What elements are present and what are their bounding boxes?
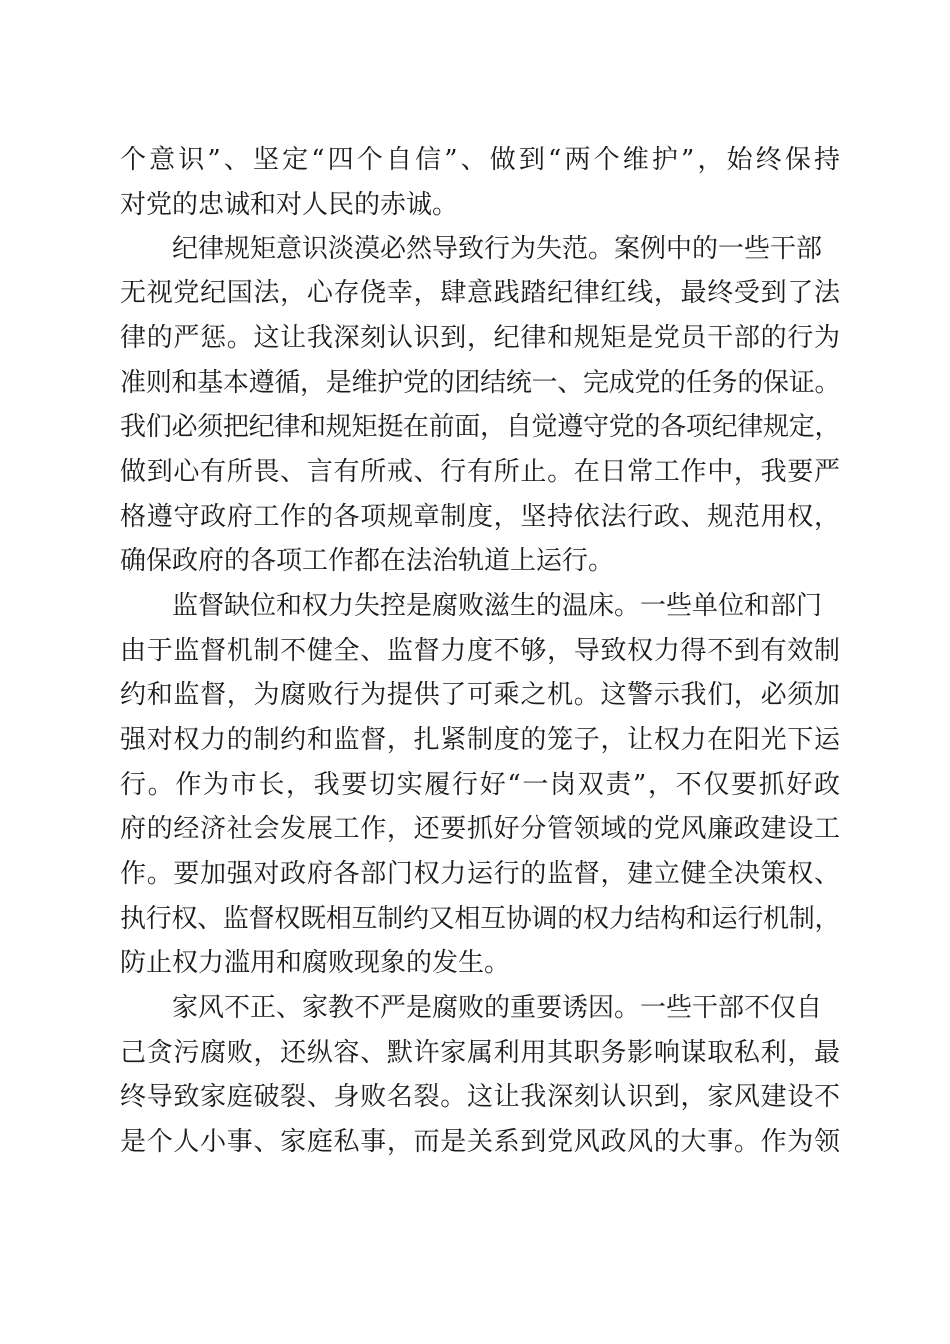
- text-line: 府的经济社会发展工作，还要抓好分管领域的党风廉政建设工: [120, 814, 840, 844]
- text-line: 由于监督机制不健全、监督力度不够，导致权力得不到有效制: [120, 636, 840, 666]
- text-line: 确保政府的各项工作都在法治轨道上运行。: [120, 546, 615, 576]
- text-line: 作。要加强对政府各部门权力运行的监督，建立健全决策权、: [120, 859, 840, 889]
- text-line: 行。作为市长，我要切实履行好“一岗双责”，不仅要抓好政: [120, 770, 840, 800]
- text-line: 个意识”、坚定“四个自信”、做到“两个维护”，始终保持: [120, 145, 840, 175]
- paragraph-start-line: 监督缺位和权力失控是腐败滋生的温床。一些单位和部门: [172, 591, 823, 621]
- paragraph-start-line: 纪律规矩意识淡漠必然导致行为失范。案例中的一些干部: [172, 234, 823, 264]
- text-line: 终导致家庭破裂、身败名裂。这让我深刻认识到，家风建设不: [120, 1082, 840, 1112]
- text-line: 强对权力的制约和监督，扎紧制度的笼子，让权力在阳光下运: [120, 725, 840, 755]
- text-line: 防止权力滥用和腐败现象的发生。: [120, 948, 511, 978]
- text-line: 律的严惩。这让我深刻认识到，纪律和规矩是党员干部的行为: [120, 323, 840, 353]
- paragraph-start-line: 家风不正、家教不严是腐败的重要诱因。一些干部不仅自: [172, 993, 823, 1023]
- text-line: 约和监督，为腐败行为提供了可乘之机。这警示我们，必须加: [120, 680, 840, 710]
- text-line: 执行权、监督权既相互制约又相互协调的权力结构和运行机制，: [120, 904, 840, 934]
- text-line: 我们必须把纪律和规矩挺在前面，自觉遵守党的各项纪律规定，: [120, 412, 840, 442]
- text-line: 己贪污腐败，还纵容、默许家属利用其职务影响谋取私利，最: [120, 1038, 840, 1068]
- text-line: 无视党纪国法，心存侥幸，肆意践踏纪律红线，最终受到了法: [120, 278, 840, 308]
- text-line: 准则和基本遵循，是维护党的团结统一、完成党的任务的保证。: [120, 368, 840, 398]
- text-line: 是个人小事、家庭私事，而是关系到党风政风的大事。作为领: [120, 1127, 840, 1157]
- text-line: 对党的忠诚和对人民的赤诚。: [120, 190, 459, 220]
- text-line: 做到心有所畏、言有所戒、行有所止。在日常工作中，我要严: [120, 457, 840, 487]
- text-line: 格遵守政府工作的各项规章制度，坚持依法行政、规范用权，: [120, 502, 840, 532]
